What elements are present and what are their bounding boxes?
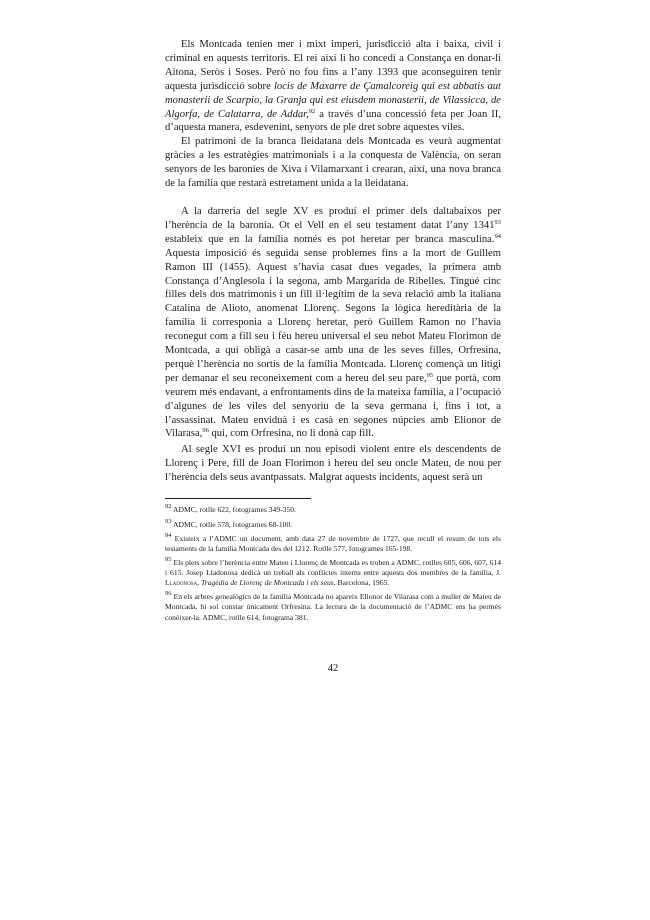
footnote-ref-92[interactable]: 92 (308, 107, 316, 115)
paragraph-3: A la darreria del segle XV es produí el primer dels daltabaixos per l’herència de la baronia. Ot el Vell en el seu testament datat l’any 1341$^{93}$ estableix que en la família només es pot heretar per branca masculina.$^{94}$ Aquesta imposició és seguida sense problemes fins a la mort de Guillem Ramon III (1455). Aquest s’havia casat dues vegades, la primera amb Constança d’Anglesola i la segona, amb Margarida de Ribelles. Tingué cinc filles dels dos matrimonis i un fill il·legítim de la seva relació amb la italiana Catalina de Alioto, anomenat Llorenç. Segons la lògica hereditària de la família li corresponia a Llorenç heretar, però Guillem Ramon no l’havia reconegut com a fill seu i féu hereu universal el seu nebot Mateu Florimon de Montcada, a qui obligà a casar-se amb una de les seves filles, Orfresina, perquè l’herència no sortís de la família Montcada. Llorenç començà un litigi per demanar el seu reconeixement com a hereu del seu pare,$^{95}$ que portà, com veurem més endavant, a enfrontaments dins de la mateixa família, a l’ocupació d’algunes de les viles del senyoriu de la seva germana i, fins i tot, a l’assassinat. Mateu enviduà i es casà en segones núpcies amb Elionor de Vilarasa,$^{96}$ qui, com Orfresina, no li donà cap fill. (165, 205, 501, 440)
footnote-94: $^{94}$ Existeix a l’ADMC un document, amb data 27 de novembre de 1727, que recull el resum de tots els testaments de la família Montcada des del 1212. Rotlle 577, fotogrames 165-198. (165, 531, 501, 554)
footnote-ref-93[interactable]: 93 (494, 218, 501, 226)
latin-quotation: locis de Maxarre de Çamalcoreig qui est abbatis aut monasterii de Scarpio, la Granja qui est eiusdem monasterii, de Vilassicca, de Algorfa, de Calatarra, de Addar, (165, 80, 501, 120)
paragraph-1: Els Montcada tenien mer i mixt imperi, jurisdicció alta i baixa, civil i criminal en aquests territoris. El rei així li ho concedí a Constança en donar-li Aitona, Seròs i Soses. Però no fou fins a l’any 1393 que aconseguiren tenir aquesta jurisdicció sobre locis de Maxarre de Çamalcoreig qui est abbatis aut monasterii de Scarpio, la Granja qui est eiusdem monasterii, de Vilassicca, de Algorfa, de Calatarra, de Addar,$^{92}$ a través d’una concessió feta per Joan II, d’aquesta manera, esdevenint, senyors de ple dret sobre aquestes viles. (165, 39, 501, 134)
footnote-ref-94[interactable]: 94 (494, 232, 501, 240)
footnotes (165, 505, 501, 626)
footnote-96: $^{96}$ En els arbres genealògics de la família Montcada no apareix Elionor de Vilarasa com a muller de Mateu de Montcada, hi sol constar únicament Orfresina. La lectura de la documentació de l’ADMC ens ha permès conèixer-la. ADMC, rotlle 614, fotograma 381. (165, 589, 501, 622)
cited-title: Tragèdia de Llorenç de Montcada i els seus (200, 578, 334, 588)
footnote-93: $^{93}$ ADMC, rotlle 578, fotogrames 68-100. (165, 518, 293, 530)
footnote-92: $^{92}$ ADMC, rotlle 622, fotogrames 349-350. (165, 503, 296, 514)
page-number: 42 (327, 663, 339, 674)
main-text (165, 38, 501, 485)
paragraph-2: El patrimoni de la branca lleidatana dels Montcada es veurà augmentat gràcies a les estratègies matrimonials i a la conquesta de València, on seran senyors de les baronies de Xiva i Vilamarxant i crearan, així, una nova branca de la família que restarà estretament unida a la lleidatana. (165, 136, 501, 190)
paragraph-4: Al segle XVI es produí un nou episodi violent entre els descendents de Llorenç i Pere, fill de Joan Florimon i hereu del seu oncle Mateu, de nou per l’herència dels seus avantpassats. Malgrat aquests incidents, aquest serà un (165, 444, 501, 484)
footnote-separator (165, 498, 311, 499)
footnote-ref-95[interactable]: 95 (426, 371, 434, 379)
footnote-95: $^{95}$ Els plets sobre l’herència entre Mateu i Llorenç de Montcada es troben a ADMC, rotlles 605, 606, 607, 614 i 615. Josep Lladonosa dedicà un treball als conflictes interns entre aquests dos membres de la família, J. Lladonosa, Tragèdia de Llorenç de Montcada i els seus, Barcelona, 1965. (165, 555, 501, 588)
cited-author: Lladonosa (165, 578, 198, 588)
footnote-ref-96[interactable]: 96 (202, 427, 209, 435)
